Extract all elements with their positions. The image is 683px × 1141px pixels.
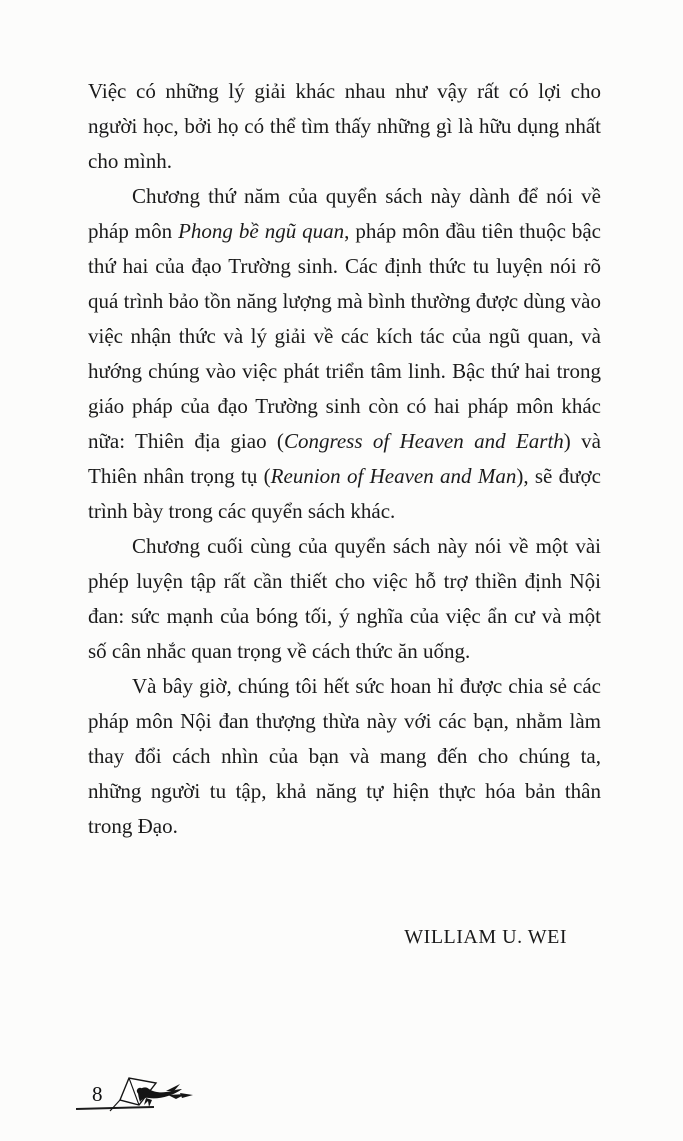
author-signature: WILLIAM U. WEI (404, 926, 567, 948)
paragraph (88, 669, 601, 844)
text-run: ), sẽ được trình bày trong các quyển sách khác. (88, 464, 601, 523)
text-run: Chương cuối cùng của quyển sách này nói về một vài phép luyện tập rất cần thiết cho việc hỗ trợ thiền định Nội đan: sức mạnh của bóng tối, ý nghĩa của việc ẩn cư và một số cân nhắc quan trọng về cách thức ăn uống. (88, 534, 601, 663)
page-number: 8 (92, 1082, 103, 1106)
body-text (88, 74, 601, 844)
text-run: Và bây giờ, chúng tôi hết sức hoan hỉ được chia sẻ các pháp môn Nội đan thượng thừa này với các bạn, nhằm làm thay đổi cách nhìn của bạn và mang đến cho chúng ta, những người tu tập, khả năng tự hiện thực hóa bản thân trong Đạo. (88, 674, 601, 838)
italic-phrase: Reunion of Heaven and Man (270, 464, 517, 488)
flying-bird-ornament-icon (108, 1074, 194, 1114)
page-footer (70, 1074, 200, 1116)
text-run: , pháp môn đầu tiên thuộc bậc thứ hai của đạo Trường sinh. Các định thức tu luyện nói rõ quá trình bảo tồn năng lượng mà bình thường được dùng vào việc nhận thức và lý giải về các kích tác của ngũ quan, và hướng chúng vào việc phát triển tâm linh. Bậc thứ hai trong giáo pháp của đạo Trường sinh còn có hai pháp môn khác nữa: Thiên địa giao ( (88, 219, 602, 453)
text-run: Việc có những lý giải khác nhau như vậy rất có lợi cho người học, bởi họ có thể tìm thấy những gì là hữu dụng nhất cho mình. (88, 79, 601, 173)
text-run: Chương thứ năm của quyển sách này dành để nói về pháp môn (88, 184, 601, 243)
italic-phrase: Phong bề ngũ quan (178, 219, 345, 243)
italic-phrase: Congress of Heaven and Earth (283, 429, 564, 453)
paragraph (88, 74, 601, 179)
paragraph (88, 179, 601, 529)
paragraph (88, 529, 601, 669)
text-run: ) và Thiên nhân trọng tụ ( (88, 429, 601, 488)
